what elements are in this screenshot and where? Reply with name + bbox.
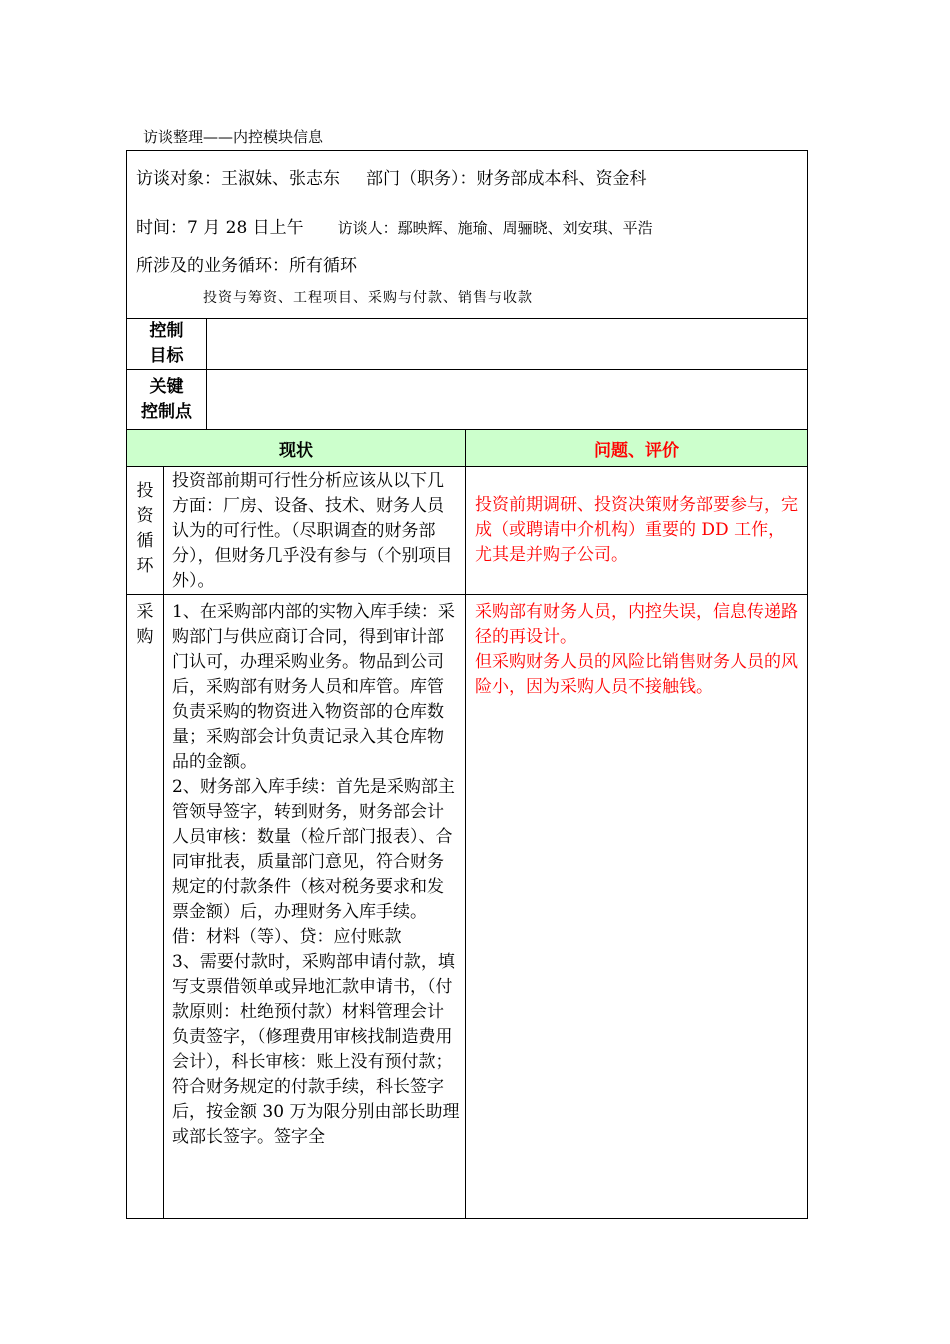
cycle-char: 采 xyxy=(136,602,154,622)
procurement-cycle-label xyxy=(127,595,164,1219)
issue-paragraph: 但采购财务人员的风险比销售财务人员的风险小，因为采购人员不接触钱。 xyxy=(475,652,798,697)
control-objective-label-line: 控制 xyxy=(149,321,184,341)
procurement-issues xyxy=(466,595,808,1219)
control-objective-label-line: 目标 xyxy=(149,346,184,366)
issues-header: 问题、评价 xyxy=(466,430,808,467)
key-control-label xyxy=(127,370,207,430)
issue-paragraph: 采购部有财务人员，内控失误，信息传递路径的再设计。 xyxy=(475,602,798,647)
interview-table xyxy=(126,150,808,1219)
status-header: 现状 xyxy=(127,430,466,467)
cycle-char: 环 xyxy=(136,556,154,576)
status-paragraph: 投资部前期可行性分析应该从以下几方面：厂房、设备、技术、财务人员认为的可行性。（尽职调查的财务部分），但财务几乎没有参与（个别项目外）。 xyxy=(172,471,453,591)
investment-cycle-label xyxy=(127,467,164,595)
header-row xyxy=(127,430,808,467)
key-control-value xyxy=(207,370,808,430)
investment-status xyxy=(164,467,466,595)
issue-paragraph: 投资前期调研、投资决策财务部要参与，完成（或聘请中介机构）重要的 DD 工作，尤其是并购子公司。 xyxy=(475,495,798,565)
cycle-list: 投资与筹资、工程项目、采购与付款、销售与收款 xyxy=(203,290,533,306)
info-cell xyxy=(127,151,808,319)
interviewee-line xyxy=(136,164,647,189)
investment-issues xyxy=(466,467,808,595)
time-line xyxy=(136,213,653,238)
investment-row xyxy=(127,467,808,595)
cycle-char: 资 xyxy=(136,506,154,526)
control-objective-label xyxy=(127,319,207,370)
key-control-label-line: 控制点 xyxy=(141,401,192,422)
interviewee: 访谈对象：王淑妹、张志东 xyxy=(136,169,340,189)
cycle-char: 循 xyxy=(136,531,154,551)
interview-time: 时间：7 月 28 日上午 xyxy=(136,218,304,238)
status-paragraph: 3、需要付款时，采购部申请付款，填写支票借领单或异地汇款申请书，（付款原则：杜绝预付款）材料管理会计负责签字，（修理费用审核找制造费用会计），科长审核：账上没有预付款；符合财务规定的付款手续，科长签字后，按金额 30 万为限分别由部长助理或部长签字。签字全 xyxy=(172,952,460,1147)
key-control-label-line: 关键 xyxy=(149,376,184,397)
status-paragraph: 2、财务部入库手续：首先是采购部主管领导签字，转到财务，财务部会计人员审核：数量（检斤部门报表）、合同审批表，质量部门意见，符合财务规定的付款条件（核对税务要求和发票金额）后，办理财务入库手续。借：材料（等）、贷：应付账款 xyxy=(172,777,455,947)
status-paragraph: 1、在采购部内部的实物入库手续：采购部门与供应商订合同，得到审计部门认可，办理采购业务。物品到公司后，采购部有财务人员和库管。库管负责采购的物资进入物资部的仓库数量；采购部会计负责记录入其仓库物品的金额。 xyxy=(172,602,455,772)
procurement-row xyxy=(127,595,808,1219)
info-row xyxy=(127,151,808,319)
interviewers: 访谈人：鄢映辉、施瑜、周骊晓、刘安琪、平浩 xyxy=(337,219,653,237)
cycle-char: 投 xyxy=(136,481,154,501)
key-control-row xyxy=(127,370,808,430)
department: 部门（职务）：财务部成本科、资金科 xyxy=(366,169,647,189)
business-cycles: 所涉及的业务循环：所有循环 xyxy=(136,256,357,276)
control-objective-row xyxy=(127,319,808,370)
control-objective-value xyxy=(207,319,808,370)
document-title: 访谈整理——内控模块信息 xyxy=(143,128,324,146)
procurement-status xyxy=(164,595,466,1219)
cycle-char: 购 xyxy=(136,627,154,647)
